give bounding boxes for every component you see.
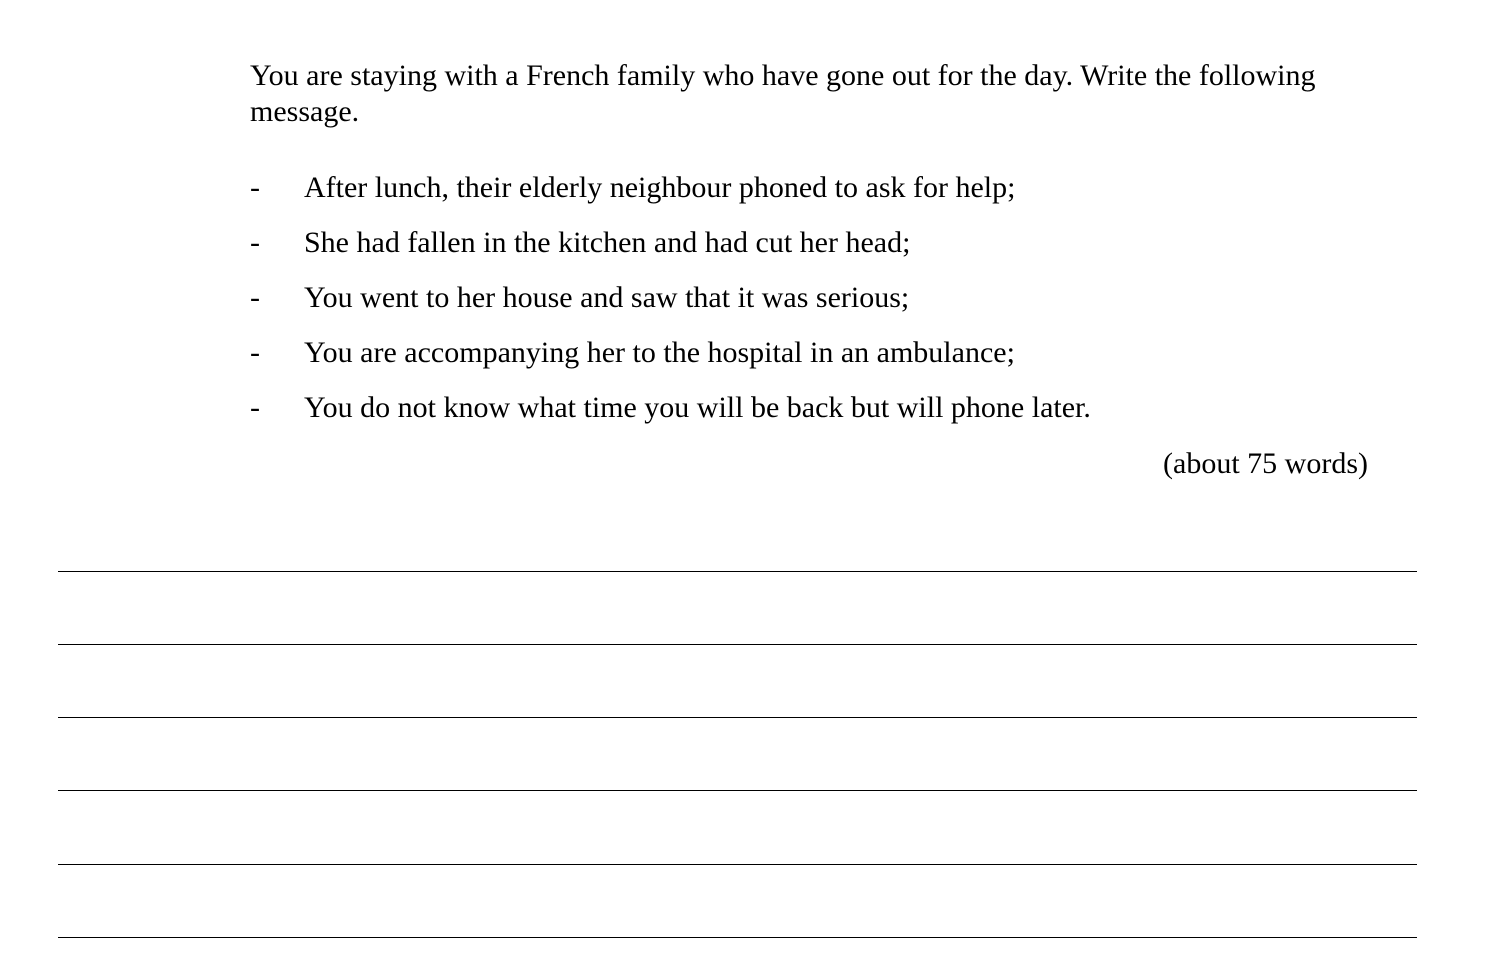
answer-line[interactable] <box>58 717 1417 718</box>
answer-lines <box>58 0 1417 960</box>
answer-line[interactable] <box>58 644 1417 645</box>
answer-line[interactable] <box>58 937 1417 938</box>
bullet-text: After lunch, their elderly neighbour phoned to ask for help; <box>304 171 1016 204</box>
bullet-text: You went to her house and saw that it was serious; <box>304 281 910 314</box>
answer-line[interactable] <box>58 571 1417 572</box>
bullet-dash: - <box>250 226 260 259</box>
bullet-dash: - <box>250 281 260 314</box>
bullet-dash: - <box>250 391 260 424</box>
bullet-text: You are accompanying her to the hospital in an ambulance; <box>304 336 1015 369</box>
bullet-text: You do not know what time you will be back but will phone later. <box>304 391 1091 424</box>
task-instructions: You are staying with a French family who have gone out for the day. Write the following message. <box>250 59 1316 128</box>
bullet-text: She had fallen in the kitchen and had cut her head; <box>304 226 911 259</box>
word-count-hint: (about 75 words) <box>1163 447 1368 480</box>
answer-line[interactable] <box>58 790 1417 791</box>
bullet-dash: - <box>250 171 260 204</box>
answer-line[interactable] <box>58 864 1417 865</box>
bullet-dash: - <box>250 336 260 369</box>
